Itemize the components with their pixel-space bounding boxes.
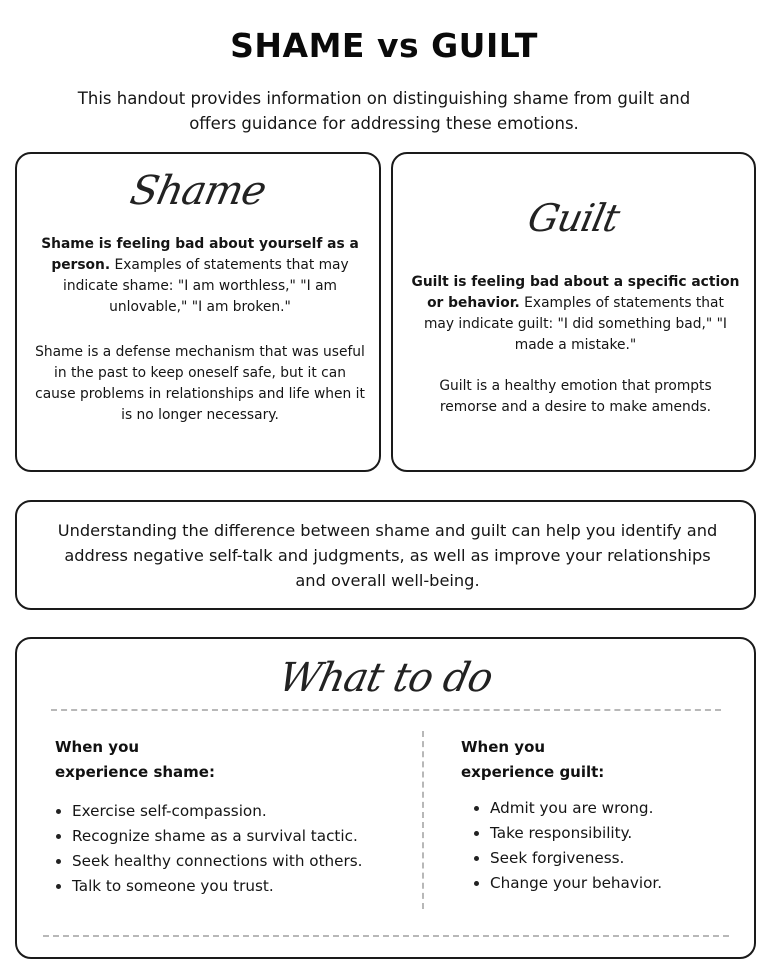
guilt-action-heading <box>461 735 741 785</box>
shame-definition <box>35 234 365 318</box>
shame-action-list <box>53 799 363 899</box>
shame-examples: Examples of statements that may indicate shame: "I am worthless," "I am unlovable," "I am broken." <box>63 257 349 315</box>
guilt-examples: Examples of statements that may indicate guilt: "I did something bad," "I made a mistake." <box>423 295 728 353</box>
shame-action-heading <box>55 735 355 785</box>
shame-heading-line-1: When you <box>55 738 140 756</box>
guilt-heading-line-1: When you <box>461 738 546 756</box>
list-item: Recognize shame as a survival tactic. <box>53 824 363 849</box>
list-item: Exercise self-compassion. <box>53 799 363 824</box>
intro-text: This handout provides information on distinguishing shame from guilt and offers guidance for addressing these emotions. <box>77 89 691 133</box>
dashed-divider-vertical <box>422 731 424 909</box>
dashed-divider-top <box>51 709 721 711</box>
list-item: Change your behavior. <box>471 871 662 896</box>
guilt-heading-line-2: experience guilt: <box>461 763 605 781</box>
guilt-script-title: Guilt <box>524 196 623 240</box>
what-to-do-card <box>15 637 756 959</box>
shame-script-title: Shame <box>126 168 270 214</box>
list-item: Admit you are wrong. <box>471 796 662 821</box>
guilt-definition <box>411 272 740 356</box>
page-title: SHAME vs GUILT <box>230 26 538 65</box>
shame-card <box>15 152 381 472</box>
guilt-healthy-text: Guilt is a healthy emotion that prompts remorse and a desire to make amends. <box>439 378 712 415</box>
understanding-card <box>15 500 756 610</box>
guilt-action-list <box>471 796 662 896</box>
shame-bold-lead: Shame is feeling bad about yourself as a person. <box>41 236 359 273</box>
list-item: Seek forgiveness. <box>471 846 662 871</box>
list-item: Talk to someone you trust. <box>53 874 363 899</box>
dashed-divider-bottom <box>43 935 729 937</box>
shame-heading-line-2: experience shame: <box>55 763 215 781</box>
list-item: Take responsibility. <box>471 821 662 846</box>
guilt-card <box>391 152 756 472</box>
understanding-text: Understanding the difference between shame and guilt can help you identify and address negative self-talk and judgments, as well as improve your relationships and overall well-being. <box>57 521 718 590</box>
list-item: Seek healthy connections with others. <box>53 849 363 874</box>
guilt-bold-lead: Guilt is feeling bad about a specific action or behavior. <box>411 274 740 311</box>
shame-defense-text: Shame is a defense mechanism that was useful in the past to keep oneself safe, but it can cause problems in relationships and life when it is no longer necessary. <box>35 344 365 423</box>
what-to-do-script-title: What to do <box>274 655 497 701</box>
